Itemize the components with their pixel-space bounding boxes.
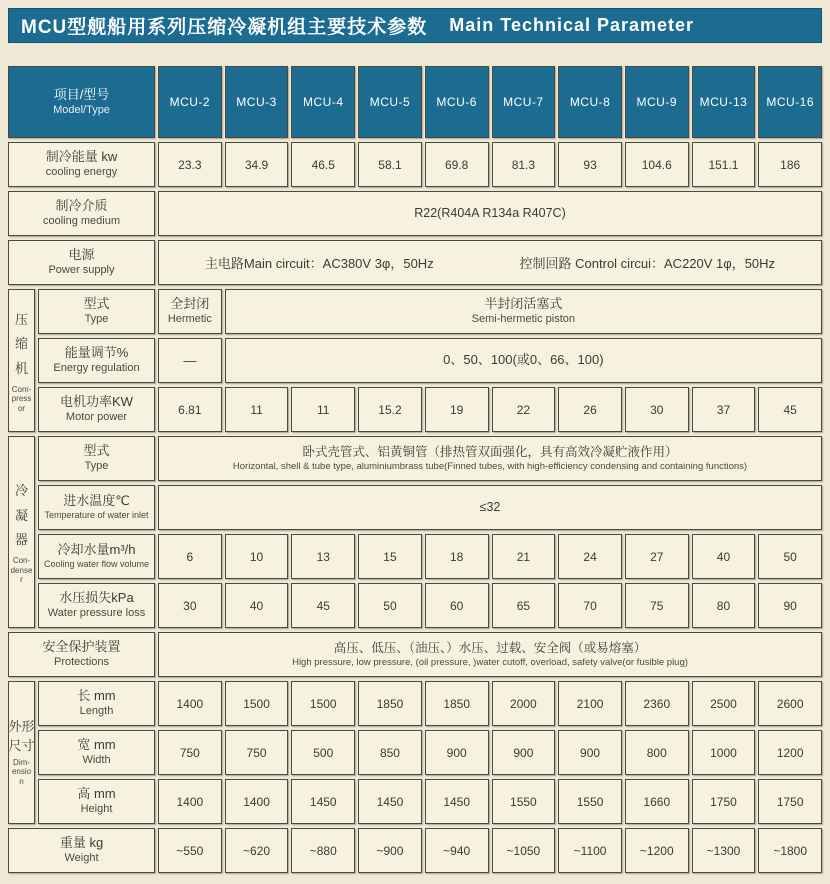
spec-table (8, 66, 822, 873)
cell-zh: 高压、低压、（油压、）水压、过载、安全阀（或易熔塞） (333, 641, 647, 656)
table-cell: 1550 (492, 779, 556, 824)
table-cell: MCU-2 (158, 66, 222, 138)
table-cell: MCU-3 (225, 66, 289, 138)
table-cell: 1750 (758, 779, 822, 824)
label-zh: 电机功率KW (60, 394, 133, 410)
label-en: Temperature of water inlet (44, 510, 149, 521)
row-label-cooling-energy (8, 142, 155, 187)
table-cell: 24 (558, 534, 622, 579)
cell-value: ≤32 (479, 500, 501, 515)
row-label-protections (8, 632, 155, 677)
row-compressor-type (38, 289, 822, 334)
table-cell: 13 (291, 534, 355, 579)
page-title-en: Main Technical Parameter (449, 15, 695, 35)
table-cell: MCU-9 (625, 66, 689, 138)
label-en: Height (80, 803, 113, 816)
section-label-compressor (8, 289, 35, 432)
table-cell: 27 (625, 534, 689, 579)
table-cell: ~1300 (692, 828, 756, 873)
control-circuit-value: 控制回路 Control circui：AC220V 1φ，50Hz (519, 256, 776, 271)
row-length (38, 681, 822, 726)
row-cooling-water-flow (38, 534, 822, 579)
table-cell: MCU-16 (758, 66, 822, 138)
table-cell: 6.81 (158, 387, 222, 432)
section-zh: 冷凝器 (14, 483, 28, 548)
table-cell: 1500 (291, 681, 355, 726)
protections-value (158, 632, 822, 677)
label-en: Type (84, 460, 109, 473)
table-cell: MCU-7 (492, 66, 556, 138)
label-en: Weight (64, 852, 99, 865)
table-cell: 19 (425, 387, 489, 432)
table-cell: 37 (692, 387, 756, 432)
row-water-inlet-temp (38, 485, 822, 530)
label-en: cooling medium (42, 215, 121, 228)
label-zh: 长 mm (77, 688, 116, 704)
row-label-weight (8, 828, 155, 873)
hermetic-cell (158, 289, 222, 334)
row-label-length (38, 681, 155, 726)
label-zh: 制冷能量 kw (45, 149, 118, 165)
label-zh: 安全保护装置 (42, 639, 121, 655)
table-cell: 22 (492, 387, 556, 432)
table-cell: 104.6 (625, 142, 689, 187)
table-cell: 15.2 (358, 387, 422, 432)
label-en: Type (84, 313, 109, 326)
table-cell: 58.1 (358, 142, 422, 187)
table-cell: MCU-5 (358, 66, 422, 138)
row-condenser-type (38, 436, 822, 481)
label-en: Protections (53, 656, 110, 669)
main-circuit-value: 主电路Main circuit：AC380V 3φ，50Hz (204, 256, 434, 271)
table-cell: ~620 (225, 828, 289, 873)
table-cell: 1400 (158, 779, 222, 824)
table-cell: 70 (558, 583, 622, 628)
cell-en: Semi-hermetic piston (471, 313, 575, 326)
table-cell: 500 (291, 730, 355, 775)
cell-value: R22(R404A R134a R407C) (414, 206, 566, 221)
table-cell: 18 (425, 534, 489, 579)
cell-zh: 半封闭活塞式 (484, 296, 563, 312)
table-cell: 900 (492, 730, 556, 775)
condenser-rows (38, 436, 822, 628)
row-height (38, 779, 822, 824)
table-cell: 900 (425, 730, 489, 775)
cooling-medium-value (158, 191, 822, 236)
table-cell: 1450 (291, 779, 355, 824)
table-cell: 65 (492, 583, 556, 628)
row-label-water-inlet-temp (38, 485, 155, 530)
table-cell: 50 (758, 534, 822, 579)
section-label-dimension (8, 681, 35, 824)
table-cell: 34.9 (225, 142, 289, 187)
table-cell: 750 (225, 730, 289, 775)
dimension-rows (38, 681, 822, 824)
label-zh: 重量 kg (59, 835, 104, 851)
label-en: Length (79, 705, 114, 718)
table-cell: 186 (758, 142, 822, 187)
table-cell: MCU-4 (291, 66, 355, 138)
energy-regulation-value (225, 338, 822, 383)
section-condenser (8, 436, 822, 628)
title-bar (8, 8, 822, 43)
table-cell: MCU-8 (558, 66, 622, 138)
table-cell: 81.3 (492, 142, 556, 187)
label-en: Motor power (65, 411, 128, 424)
table-cell: 800 (625, 730, 689, 775)
table-cell: 6 (158, 534, 222, 579)
table-cell: 1450 (425, 779, 489, 824)
table-cell: 93 (558, 142, 622, 187)
row-label-energy-regulation (38, 338, 155, 383)
table-cell: 1750 (692, 779, 756, 824)
header-label-cell (8, 66, 155, 138)
row-water-pressure-loss (38, 583, 822, 628)
section-en: Dim-ension (11, 757, 32, 786)
table-cell: 23.3 (158, 142, 222, 187)
row-label-power-supply (8, 240, 155, 285)
cell-zh: 全封闭 (170, 296, 210, 312)
row-label-cooling-medium (8, 191, 155, 236)
table-cell: ~550 (158, 828, 222, 873)
label-zh: 水压损失kPa (59, 590, 134, 606)
table-cell: ~880 (291, 828, 355, 873)
section-en: Con-denser (10, 556, 33, 585)
table-cell: ~1200 (625, 828, 689, 873)
header-label-en: Model/Type (53, 103, 110, 116)
section-en: Com-pressor (11, 384, 32, 413)
label-zh: 冷却水量m³/h (57, 542, 136, 558)
table-cell: 90 (758, 583, 822, 628)
cell-en: Horizontal, shell & tube type, aluminiumbrass tube(Finned tubes, with high-efficiency condensing and containing functions) (232, 460, 748, 472)
page-title-zh: MCU型舰船用系列压缩冷凝机组主要技术参数 (21, 17, 428, 38)
table-cell: 1400 (158, 681, 222, 726)
table-cell: 21 (492, 534, 556, 579)
label-zh: 进水温度℃ (63, 493, 130, 509)
table-cell: MCU-6 (425, 66, 489, 138)
row-label-width (38, 730, 155, 775)
label-en: cooling energy (45, 166, 118, 179)
row-label-compressor-type (38, 289, 155, 334)
table-cell: 46.5 (291, 142, 355, 187)
table-cell: 1400 (225, 779, 289, 824)
row-power-supply (8, 240, 822, 285)
label-zh: 制冷介质 (55, 198, 108, 214)
row-motor-power (38, 387, 822, 432)
row-cooling-medium (8, 191, 822, 236)
row-cooling-energy (8, 142, 822, 187)
table-cell: 1850 (425, 681, 489, 726)
row-protections (8, 632, 822, 677)
label-zh: 能量调节% (64, 345, 129, 361)
table-cell: 11 (291, 387, 355, 432)
table-cell: 15 (358, 534, 422, 579)
water-inlet-temp-value (158, 485, 822, 530)
table-cell: ~900 (358, 828, 422, 873)
table-cell: 45 (758, 387, 822, 432)
table-cell: ~1100 (558, 828, 622, 873)
power-supply-value (158, 240, 822, 285)
row-label-condenser-type (38, 436, 155, 481)
table-cell: 75 (625, 583, 689, 628)
table-cell: ~1800 (758, 828, 822, 873)
cell-en: High pressure, low pressure, (oil pressure, )water cutoff, overload, safety valve(or fusible plug) (292, 656, 688, 668)
energy-regulation-dash: — (158, 338, 222, 383)
label-en: Power supply (48, 264, 115, 277)
table-cell: ~1050 (492, 828, 556, 873)
table-cell: 69.8 (425, 142, 489, 187)
table-cell: 2000 (492, 681, 556, 726)
table-cell: 40 (692, 534, 756, 579)
header-label-zh: 项目/型号 (53, 86, 110, 102)
semi-hermetic-cell (225, 289, 822, 334)
table-cell: 1450 (358, 779, 422, 824)
table-cell: 850 (358, 730, 422, 775)
label-zh: 电源 (68, 247, 95, 263)
table-cell: 900 (558, 730, 622, 775)
table-cell: 2600 (758, 681, 822, 726)
header-row (8, 66, 822, 138)
section-dimension (8, 681, 822, 824)
table-cell: 40 (225, 583, 289, 628)
section-zh: 压缩机 (14, 311, 28, 376)
table-cell: 30 (158, 583, 222, 628)
table-cell: 80 (692, 583, 756, 628)
row-width (38, 730, 822, 775)
row-label-motor-power (38, 387, 155, 432)
compressor-rows (38, 289, 822, 432)
label-en: Energy regulation (53, 362, 140, 375)
table-cell: ~940 (425, 828, 489, 873)
table-cell: 26 (558, 387, 622, 432)
section-label-condenser (8, 436, 35, 628)
section-compressor (8, 289, 822, 432)
table-cell: 10 (225, 534, 289, 579)
table-cell: 2500 (692, 681, 756, 726)
label-en: Width (82, 754, 111, 767)
condenser-type-value (158, 436, 822, 481)
label-en: Cooling water flow volume (43, 559, 150, 570)
cell-zh: 卧式壳管式、铝黄铜管（排热管双面强化，具有高效冷凝贮液作用） (302, 445, 678, 460)
table-cell: 2360 (625, 681, 689, 726)
table-cell: 1000 (692, 730, 756, 775)
table-cell: 1500 (225, 681, 289, 726)
table-cell: 45 (291, 583, 355, 628)
label-zh: 型式 (83, 443, 110, 459)
section-zh: 外形尺寸 (8, 719, 35, 753)
table-cell: 2100 (558, 681, 622, 726)
label-zh: 宽 mm (77, 737, 116, 753)
row-label-cooling-water-flow (38, 534, 155, 579)
table-cell: 30 (625, 387, 689, 432)
table-cell: 1850 (358, 681, 422, 726)
row-label-water-pressure-loss (38, 583, 155, 628)
table-cell: 750 (158, 730, 222, 775)
table-cell: MCU-13 (692, 66, 756, 138)
table-cell: 1550 (558, 779, 622, 824)
table-cell: 1200 (758, 730, 822, 775)
table-cell: 151.1 (692, 142, 756, 187)
cell-en: Hermetic (167, 313, 212, 326)
table-cell: 60 (425, 583, 489, 628)
table-cell: 1660 (625, 779, 689, 824)
cell-value: 0、50、100(或0、66、100) (443, 352, 604, 368)
row-label-height (38, 779, 155, 824)
label-zh: 高 mm (77, 786, 116, 802)
table-cell: 50 (358, 583, 422, 628)
row-energy-regulation (38, 338, 822, 383)
label-zh: 型式 (83, 296, 110, 312)
row-weight (8, 828, 822, 873)
label-en: Water pressure loss (47, 607, 146, 620)
table-cell: 11 (225, 387, 289, 432)
